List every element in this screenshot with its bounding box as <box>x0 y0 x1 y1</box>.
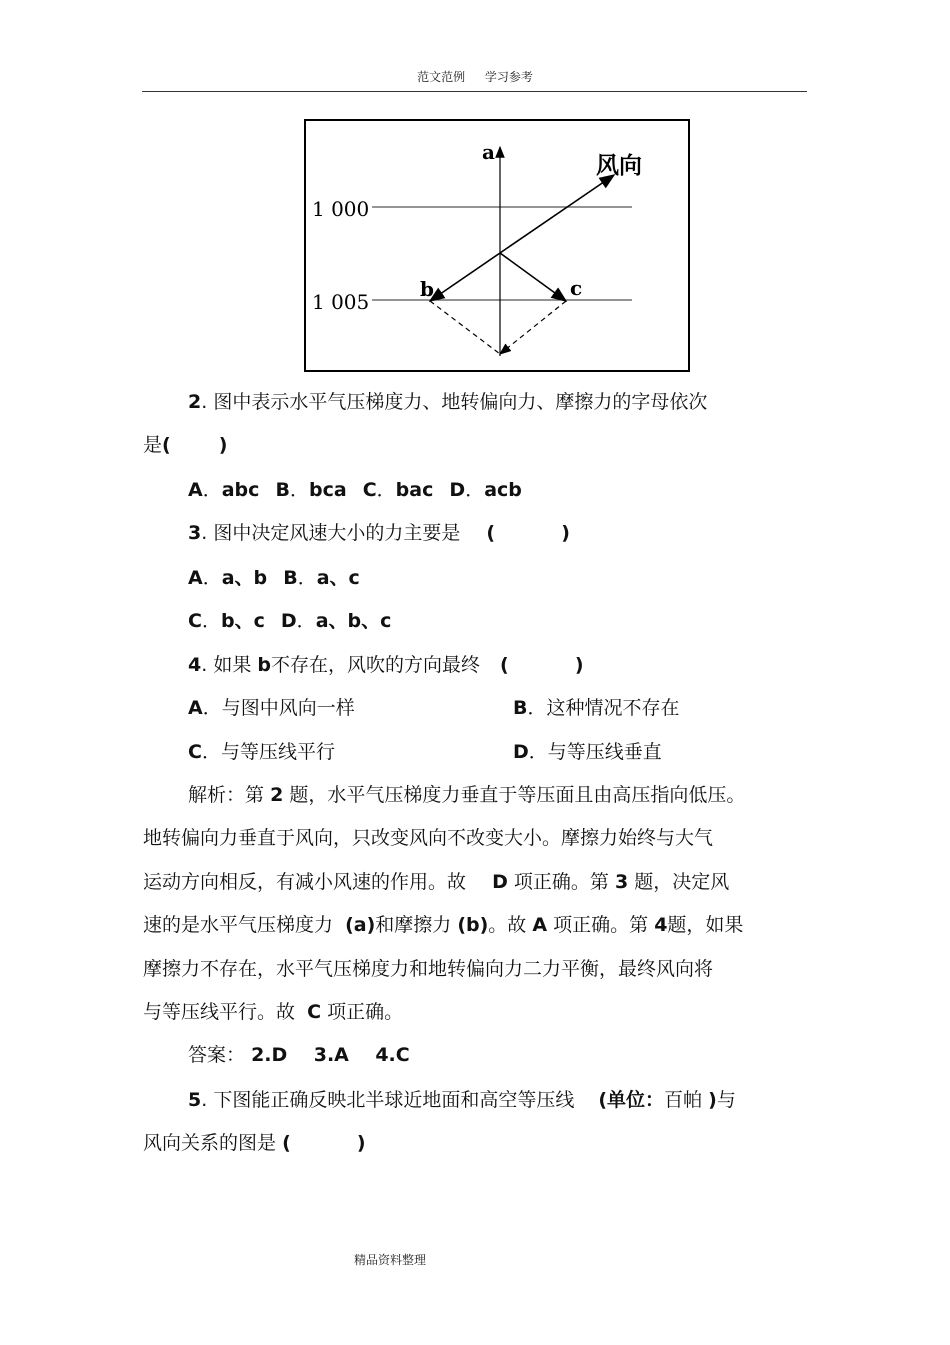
page-header <box>0 68 950 85</box>
diagram-svg <box>306 121 692 374</box>
q2-option-d-key: D <box>449 479 466 501</box>
q4-option-c-row: C．与等压线平行 <box>188 741 335 763</box>
q2-option-a-key: A <box>188 479 203 501</box>
q2-text-cont: 是 <box>143 434 163 456</box>
answer-line <box>188 1043 410 1067</box>
q4-option-b-row: B．这种情况不存在 <box>513 697 680 719</box>
q2-text: . 图中表示水平气压梯度力、地转偏向力、摩擦力的字母依次 <box>201 391 708 413</box>
q3-option-b: a、c <box>316 567 360 589</box>
q2-options: A．abc B．bca C．bac D．acb <box>188 479 522 501</box>
q5-unit-open: (单位： <box>598 1089 665 1111</box>
q3-number: 3 <box>188 522 202 544</box>
q5-paren: ( ) <box>282 1132 366 1154</box>
label-b: b <box>420 277 434 301</box>
q3-options-row1: A．a、b B．a、c <box>188 567 360 589</box>
label-c: c <box>570 276 583 300</box>
q5-text: . 下图能正确反映北半球近地面和高空等压线 <box>201 1089 575 1111</box>
q4-text-a: . 如果 <box>201 654 252 676</box>
q2-option-c: bac <box>395 479 434 501</box>
arrow-b <box>430 253 500 301</box>
q4-option-b: 这种情况不存在 <box>546 697 680 719</box>
q2-stem-line1 <box>188 390 707 414</box>
q2-paren-close: ) <box>218 434 228 456</box>
q4-option-c: 与等压线平行 <box>220 741 335 763</box>
q3-option-d-key: D <box>280 610 297 632</box>
q5-text-cont: 与 <box>716 1089 736 1111</box>
q3-stem <box>188 521 570 545</box>
q4-option-d: 与等压线垂直 <box>547 741 662 763</box>
answer-values: 2.D 3.A 4.C <box>251 1044 410 1066</box>
header-rule <box>142 91 807 92</box>
q3-text: . 图中决定风速大小的力主要是 <box>201 522 461 544</box>
q3-option-b-key: B <box>283 567 298 589</box>
q4-text-b: 不存在，风吹的方向最终 <box>270 654 480 676</box>
q4-option-a-row: A．与图中风向一样 <box>188 697 355 719</box>
arrow-c <box>500 253 566 301</box>
q4-option-d-key: D <box>513 741 529 763</box>
q2-option-d: acb <box>484 479 522 501</box>
dashed-line-left <box>430 301 500 354</box>
q5-stem-line2 <box>143 1131 366 1155</box>
analysis-line1: 解析：第 2 题，水平气压梯度力垂直于等压面且由高压指向低压。 <box>188 784 746 806</box>
isobar-label-1000: 1 000 <box>312 197 370 221</box>
analysis-line5: 摩擦力不存在，水平气压梯度力和地转偏向力二力平衡，最终风向将 <box>143 958 714 980</box>
q3-option-c: b、c <box>220 610 265 632</box>
q3-option-d: a、b、c <box>315 610 392 632</box>
label-a: a <box>482 140 495 164</box>
analysis-line6: 与等压线平行。故 C 项正确。 <box>143 1001 404 1023</box>
analysis-line4: 速的是水平气压梯度力 (a)和摩擦力 (b)。故 A 项正确。第 4题，如果 <box>143 914 744 936</box>
q2-stem-line2 <box>143 433 227 457</box>
q2-number: 2 <box>188 391 202 413</box>
wind-force-diagram <box>304 119 690 372</box>
q4-option-d-row: D．与等压线垂直 <box>513 741 662 763</box>
q4-option-a: 与图中风向一样 <box>221 697 355 719</box>
q4-b-letter: b <box>257 654 271 676</box>
answer-label: 答案： <box>188 1044 246 1066</box>
page-footer: 精品资料整理 <box>354 1253 427 1267</box>
q4-option-a-key: A <box>188 697 203 719</box>
q3-options-row2: C．b、c D．a、b、c <box>188 610 392 632</box>
q4-number: 4 <box>188 654 202 676</box>
q2-option-a: abc <box>221 479 260 501</box>
q4-option-c-key: C <box>188 741 202 763</box>
isobar-label-1005: 1 005 <box>312 290 370 314</box>
q5-stem-line1 <box>188 1088 736 1112</box>
q5-unit: 百帕 <box>664 1089 703 1111</box>
q4-stem <box>188 653 584 677</box>
header-left: 范文范例 <box>417 70 466 84</box>
q4-option-b-key: B <box>513 697 528 719</box>
q5-number: 5 <box>188 1089 202 1111</box>
q2-option-b-key: B <box>275 479 290 501</box>
q2-option-c-key: C <box>362 479 377 501</box>
q2-paren-open: ( <box>162 434 171 456</box>
dashed-line-right <box>500 301 566 354</box>
q3-option-a-key: A <box>188 567 203 589</box>
header-right: 学习参考 <box>484 70 533 84</box>
analysis-line3: 运动方向相反，有减小风速的作用。故 D 项正确。第 3 题，决定风 <box>143 871 730 893</box>
q5-text-line2: 风向关系的图是 <box>143 1132 277 1154</box>
analysis-line2: 地转偏向力垂直于风向，只改变风向不改变大小。摩擦力始终与大气 <box>143 827 714 849</box>
q4-paren: ( ) <box>500 654 584 676</box>
wind-direction-label: 风向 <box>596 153 642 179</box>
wind-direction-arrow <box>500 175 614 253</box>
q2-option-b: bca <box>308 479 347 501</box>
q3-option-c-key: C <box>188 610 202 632</box>
q3-option-a: a、b <box>221 567 268 589</box>
q3-paren: ( ) <box>486 522 570 544</box>
q5-unit-close: ) <box>708 1089 717 1111</box>
